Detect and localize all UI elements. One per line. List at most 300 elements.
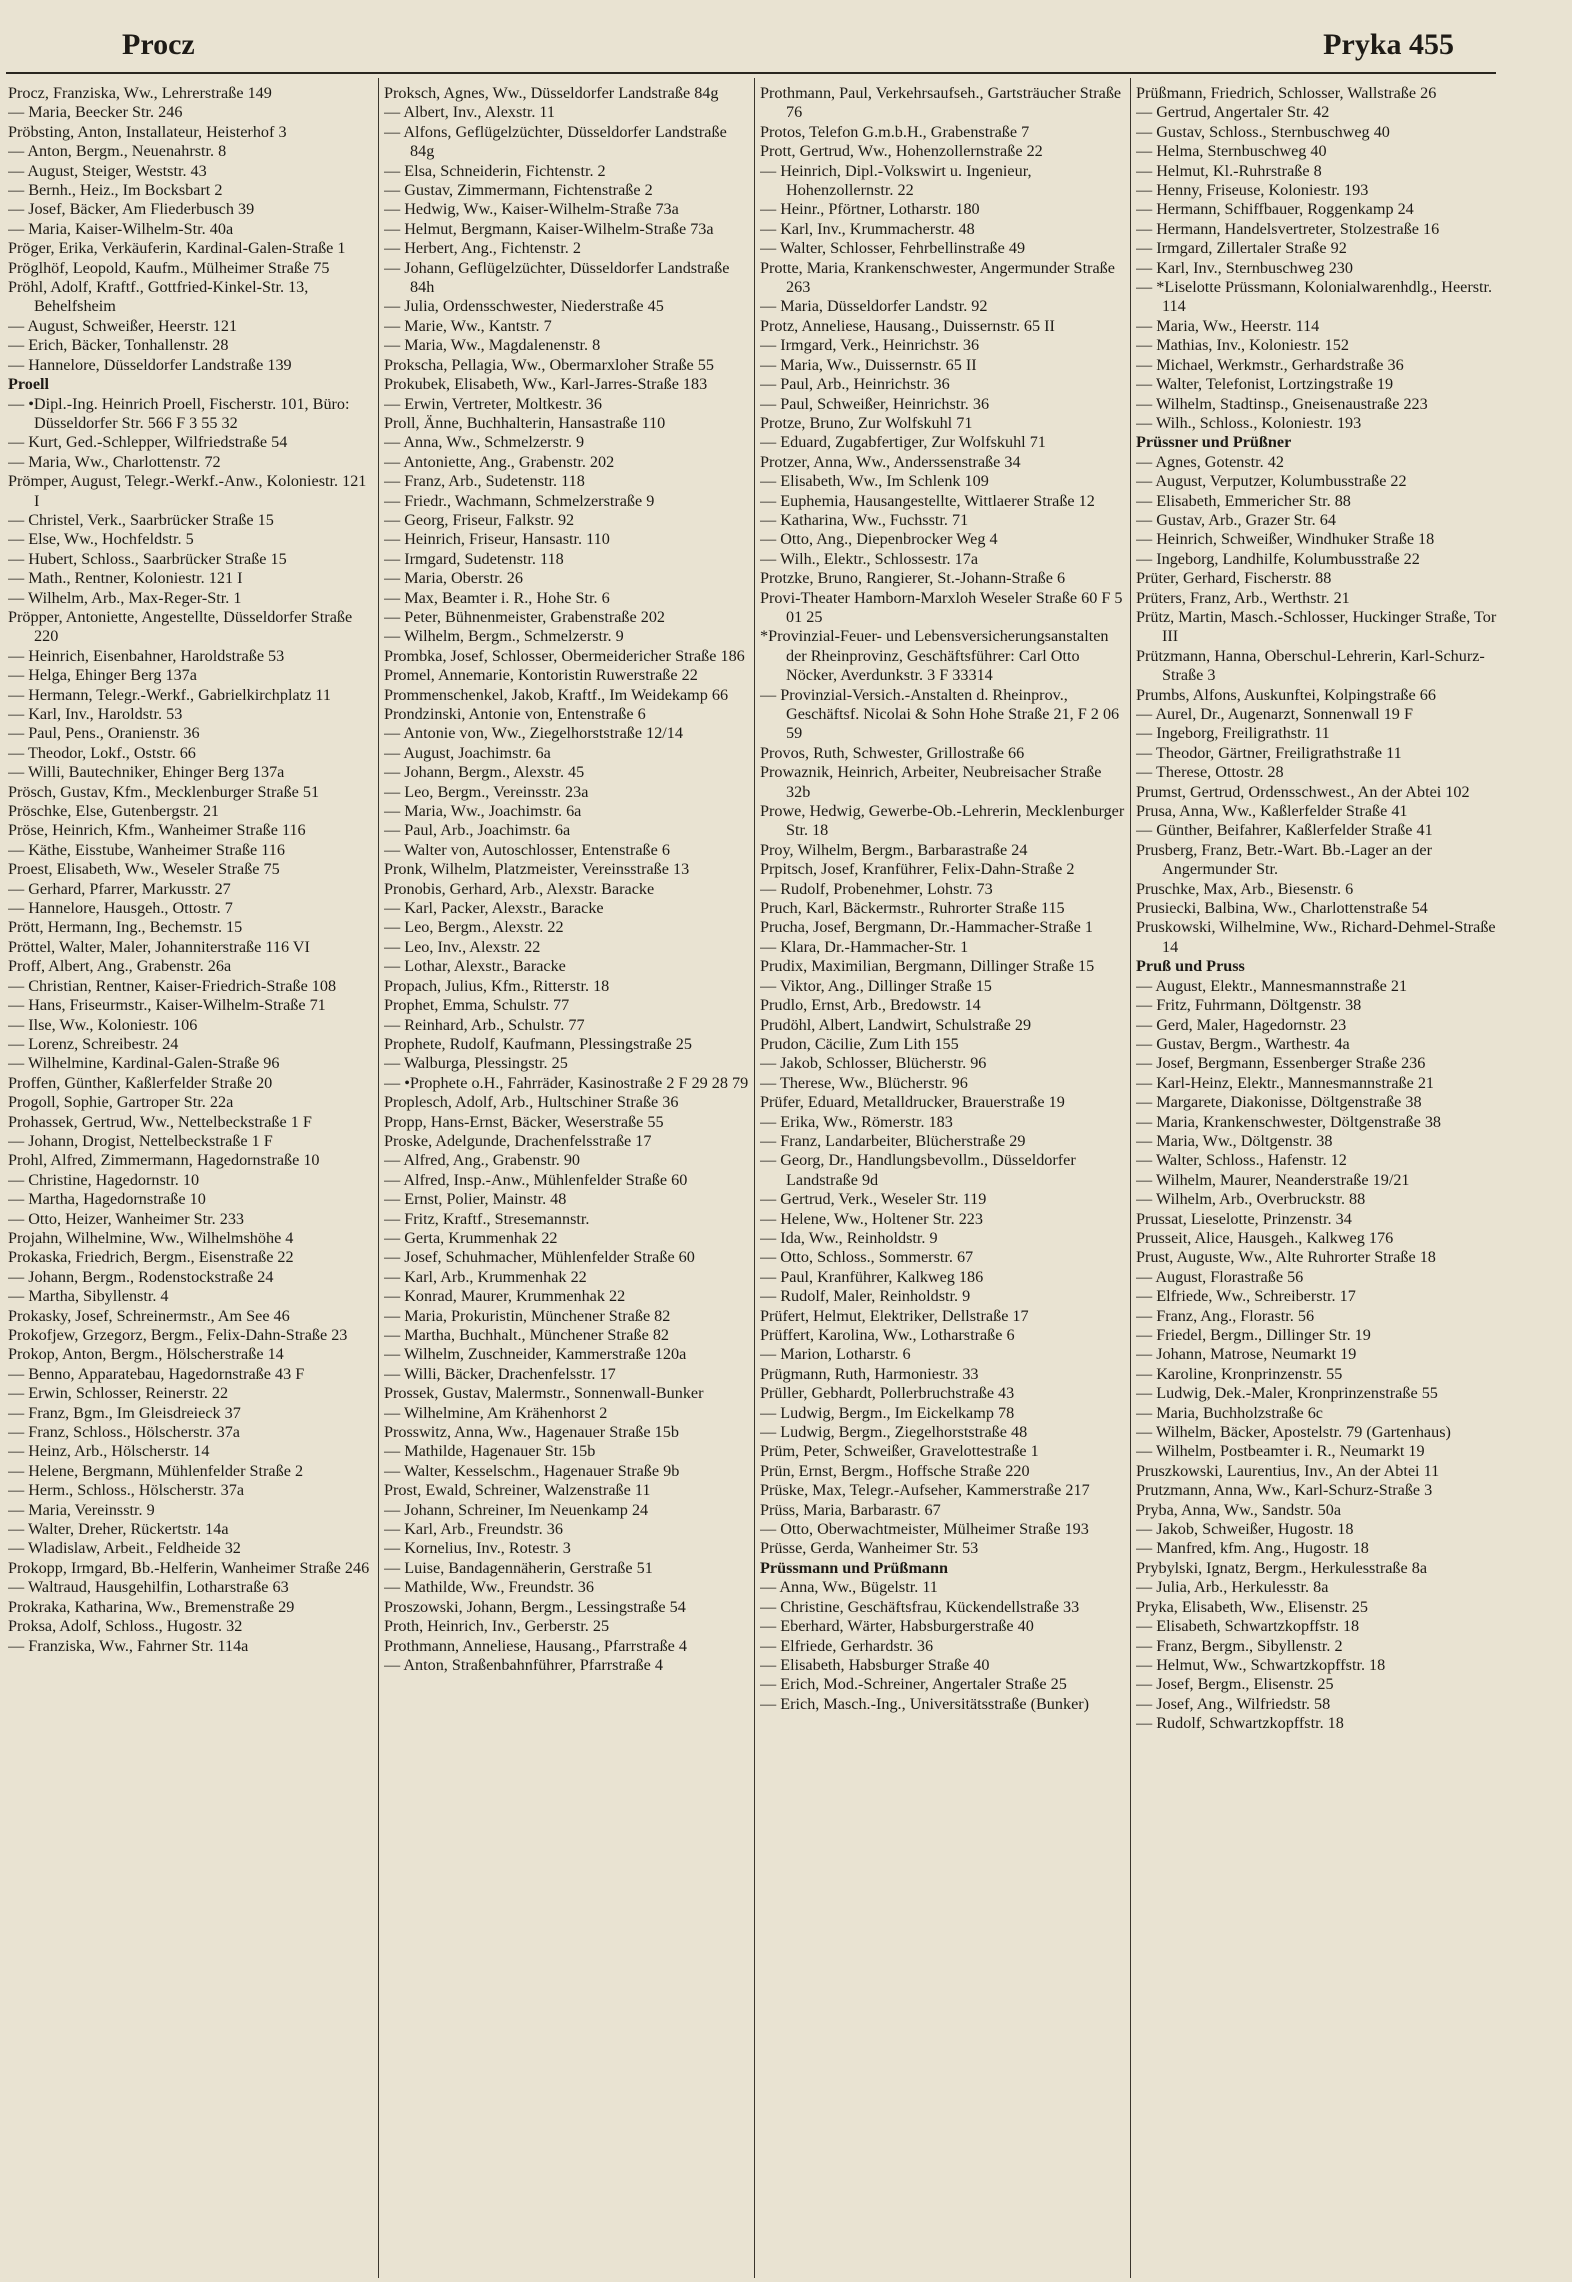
entry-text: — Erwin, Schlosser, Reinerstr. 22	[8, 1384, 229, 1403]
entry-text: — Else, Ww., Hochfeldstr. 5	[8, 530, 194, 549]
entry-text: — Gustav, Zimmermann, Fichtenstraße 2	[384, 181, 653, 200]
directory-entry	[1136, 84, 1501, 103]
directory-entry	[384, 977, 749, 996]
directory-entry	[1136, 1462, 1501, 1481]
directory-entry	[760, 589, 1125, 628]
entry-text: Pruß und Pruss	[1136, 957, 1245, 976]
entry-text: Pröttel, Walter, Maler, Johanniterstraße 116 VI	[8, 937, 310, 956]
entry-text: — Karoline, Kronprinzenstr. 55	[1136, 1364, 1343, 1383]
entry-text: Prömper, August, Telegr.-Werkf.-Anw., Koloniestr. 121 I	[8, 472, 367, 510]
directory-entry	[384, 200, 749, 219]
directory-entry	[1136, 142, 1501, 161]
entry-text: — Provinzial-Versich.-Anstalten d. Rheinprov., Geschäftsf. Nicolai & Sohn Hohe Straße 21, F 2 06 59	[760, 685, 1120, 743]
directory-entry	[1136, 1365, 1501, 1384]
directory-entry	[760, 977, 1125, 996]
directory-entry	[1136, 1171, 1501, 1190]
entry-text: — Klara, Dr.-Hammacher-Str. 1	[760, 937, 969, 956]
directory-entry	[384, 181, 749, 200]
entry-text: — Helma, Sternbuschweg 40	[1136, 142, 1327, 161]
entry-text: Prusseit, Alice, Hausgeh., Kalkweg 176	[1136, 1228, 1394, 1247]
directory-entry	[1136, 1714, 1501, 1733]
entry-text: — Antoniette, Ang., Grabenstr. 202	[384, 452, 615, 471]
entry-text: Proell	[8, 375, 50, 394]
directory-entry	[1136, 200, 1501, 219]
directory-entry	[8, 142, 373, 161]
directory-entry	[384, 1462, 749, 1481]
directory-entry	[8, 1035, 373, 1054]
entry-text: Prutzmann, Anna, Ww., Karl-Schurz-Straße 3	[1136, 1481, 1433, 1500]
entry-text: — Otto, Ang., Diepenbrocker Weg 4	[760, 530, 998, 549]
directory-entry	[384, 1520, 749, 1539]
directory-entry	[760, 200, 1125, 219]
entry-text: Prüss, Maria, Barbarastr. 67	[760, 1500, 941, 1519]
directory-entry	[8, 899, 373, 918]
entry-text: — Katharina, Ww., Fuchsstr. 71	[760, 510, 969, 529]
entry-text: — Herbert, Ang., Fichtenstr. 2	[384, 239, 581, 258]
entry-text: — Maria, Prokuristin, Münchener Straße 82	[384, 1306, 671, 1325]
entry-text: Prohassek, Gertrud, Ww., Nettelbeckstraße 1 F	[8, 1112, 312, 1131]
entry-text: — Josef, Bergmann, Essenberger Straße 236	[1136, 1054, 1426, 1073]
directory-entry	[1136, 530, 1501, 549]
entry-text: Prokaska, Friedrich, Bergm., Eisenstraße 22	[8, 1248, 294, 1267]
entry-text: — Konrad, Maurer, Krummenhak 22	[384, 1287, 626, 1306]
entry-text: Prumst, Gertrud, Ordensschwest., An der Abtei 102	[1136, 782, 1470, 801]
directory-entry	[8, 1151, 373, 1170]
entry-text: Pronk, Wilhelm, Platzmeister, Vereinsstraße 13	[384, 860, 690, 879]
entry-text: Proplesch, Adolf, Arb., Hultschiner Straße 36	[384, 1093, 679, 1112]
entry-text: Promel, Annemarie, Kontoristin Ruwerstraße 22	[384, 666, 698, 685]
directory-entry	[8, 996, 373, 1015]
directory-entry	[760, 1617, 1125, 1636]
directory-entry	[760, 686, 1125, 744]
directory-entry	[760, 1016, 1125, 1035]
entry-text: Prokraka, Katharina, Ww., Bremenstraße 29	[8, 1597, 295, 1616]
entry-text: Prügmann, Ruth, Harmoniestr. 33	[760, 1364, 979, 1383]
directory-entry	[8, 957, 373, 976]
header-rule	[6, 72, 1496, 74]
entry-text: — Hannelore, Hausgeh., Ottostr. 7	[8, 899, 233, 918]
directory-entry	[384, 938, 749, 957]
directory-entry	[8, 453, 373, 472]
directory-entry	[1136, 608, 1501, 647]
entry-text: — Ludwig, Bergm., Im Eickelkamp 78	[760, 1403, 1015, 1422]
entry-text: — Paul, Arb., Heinrichstr. 36	[760, 375, 950, 394]
directory-entry	[8, 200, 373, 219]
directory-entry	[8, 647, 373, 666]
directory-entry	[8, 918, 373, 937]
directory-entry	[1136, 453, 1501, 472]
entry-text: Prussat, Lieselotte, Prinzenstr. 34	[1136, 1209, 1352, 1228]
directory-entry	[8, 1384, 373, 1403]
entry-text: — Eberhard, Wärter, Habsburgerstraße 40	[760, 1617, 1034, 1636]
directory-entry	[384, 957, 749, 976]
directory-entry	[384, 317, 749, 336]
directory-entry	[8, 1171, 373, 1190]
directory-entry	[8, 181, 373, 200]
directory-entry	[760, 957, 1125, 976]
entry-text: — Helmut, Bergmann, Kaiser-Wilhelm-Straße 73a	[384, 219, 714, 238]
entry-text: — Ludwig, Bergm., Ziegelhorststraße 48	[760, 1423, 1028, 1442]
directory-entry	[384, 666, 749, 685]
entry-text: Prüter, Gerhard, Fischerstr. 88	[1136, 569, 1332, 588]
directory-entry	[1136, 1248, 1501, 1267]
directory-entry	[760, 1132, 1125, 1151]
directory-entry	[760, 1442, 1125, 1461]
entry-text: — Hermann, Schiffbauer, Roggenkamp 24	[1136, 200, 1414, 219]
directory-entry	[8, 938, 373, 957]
entry-text: Prokscha, Pellagia, Ww., Obermarxloher Straße 55	[384, 355, 714, 374]
entry-text: — Leo, Bergm., Alexstr. 22	[384, 918, 564, 937]
entry-text: — Alfons, Geflügelzüchter, Düsseldorfer Landstraße 84g	[384, 122, 727, 161]
entry-text: Prüßmann, Friedrich, Schlosser, Wallstraße 26	[1136, 84, 1437, 102]
directory-entry	[760, 1093, 1125, 1112]
directory-entry	[8, 511, 373, 530]
entry-text: — Otto, Oberwachtmeister, Mülheimer Straße 193	[760, 1520, 1089, 1539]
entry-text: *Provinzial-Feuer- und Lebensversicherungsanstalten der Rheinprovinz, Geschäftsführer: Carl Otto Nöcker, Averdunkstr. 3 F 33314	[760, 627, 1109, 685]
directory-entry	[384, 123, 749, 162]
entry-text: — Rudolf, Probenehmer, Lohstr. 73	[760, 879, 993, 898]
directory-entry	[760, 162, 1125, 201]
entry-text: — Lothar, Alexstr., Baracke	[384, 957, 566, 976]
entry-text: — Wilhelm, Bergm., Schmelzerstr. 9	[384, 627, 624, 646]
directory-entry	[760, 1074, 1125, 1093]
entry-text: Prüsse, Gerda, Wanheimer Str. 53	[760, 1539, 979, 1558]
directory-entry	[8, 162, 373, 181]
entry-text: Prommenschenkel, Jakob, Kraftf., Im Weidekamp 66	[384, 685, 729, 704]
entry-text: — Maria, Vereinsstr. 9	[8, 1500, 155, 1519]
entry-text: — Martha, Sibyllenstr. 4	[8, 1287, 169, 1306]
entry-text: Proksch, Agnes, Ww., Düsseldorfer Landstraße 84g	[384, 84, 719, 102]
directory-entry	[760, 1637, 1125, 1656]
directory-entry	[8, 1190, 373, 1209]
directory-entry	[384, 1307, 749, 1326]
entry-text: Proszowski, Johann, Bergm., Lessingstraße 54	[384, 1597, 686, 1616]
directory-entry	[8, 472, 373, 511]
directory-entry	[8, 1365, 373, 1384]
entry-text: — Julia, Ordensschwester, Niederstraße 45	[384, 297, 664, 316]
entry-text: Prowe, Hedwig, Gewerbe-Ob.-Lehrerin, Mecklenburger Str. 18	[760, 802, 1125, 840]
directory-entry	[760, 763, 1125, 802]
entry-text: Proest, Elisabeth, Ww., Weseler Straße 75	[8, 860, 280, 879]
entry-text: — Franz, Landarbeiter, Blücherstraße 29	[760, 1131, 1026, 1150]
entry-text: Prüfert, Helmut, Elektriker, Dellstraße 17	[760, 1306, 1029, 1325]
entry-text: — Wladislaw, Arbeit., Feldheide 32	[8, 1539, 241, 1558]
entry-text: — Agnes, Gotenstr. 42	[1136, 452, 1284, 471]
entry-text: — Wilhelm, Arb., Overbruckstr. 88	[1136, 1190, 1366, 1209]
entry-text: Pröger, Erika, Verkäuferin, Kardinal-Galen-Straße 1	[8, 239, 346, 258]
directory-entry	[384, 103, 749, 122]
entry-text: — Irmgard, Verk., Heinrichstr. 36	[760, 336, 980, 355]
entry-text: — Gertrud, Verk., Weseler Str. 119	[760, 1190, 987, 1209]
directory-entry	[384, 1423, 749, 1442]
directory-entry	[384, 1481, 749, 1500]
directory-entry	[1136, 1132, 1501, 1151]
entry-text: Protze, Bruno, Zur Wolfskuhl 71	[760, 413, 973, 432]
directory-entry	[760, 297, 1125, 316]
entry-text: — Otto, Heizer, Wanheimer Str. 233	[8, 1209, 245, 1228]
entry-text: — Maria, Ww., Joachimstr. 6a	[384, 802, 582, 821]
entry-text: — Helga, Ehinger Berg 137a	[8, 666, 197, 685]
entry-text: Prüfer, Eduard, Metalldrucker, Brauerstraße 19	[760, 1093, 1065, 1112]
directory-entry	[1136, 1675, 1501, 1694]
entry-text: — Albert, Inv., Alexstr. 11	[384, 103, 556, 122]
directory-entry	[1136, 1501, 1501, 1520]
directory-entry	[384, 1442, 749, 1461]
directory-entry	[1136, 103, 1501, 122]
directory-entry	[1136, 783, 1501, 802]
directory-entry	[760, 1365, 1125, 1384]
entry-text: Proy, Wilhelm, Bergm., Barbarastraße 24	[760, 840, 1028, 859]
entry-text: Prüller, Gebhardt, Pollerbruchstraße 43	[760, 1384, 1015, 1403]
entry-text: Prophete, Rudolf, Kaufmann, Plessingstraße 25	[384, 1034, 692, 1053]
entry-text: Projahn, Wilhelmine, Ww., Wilhelmshöhe 4	[8, 1228, 294, 1247]
entry-text: Prumbs, Alfons, Auskunftei, Kolpingstraße 66	[1136, 685, 1436, 704]
entry-text: — Paul, Kranführer, Kalkweg 186	[760, 1267, 984, 1286]
entry-text: — August, Florastraße 56	[1136, 1267, 1304, 1286]
entry-text: — Maria, Ww., Duissernstr. 65 II	[760, 355, 977, 374]
entry-text: — Gerhard, Pfarrer, Markusstr. 27	[8, 879, 231, 898]
directory-entry	[384, 1656, 749, 1675]
directory-entry	[1136, 977, 1501, 996]
entry-text: Protte, Maria, Krankenschwester, Angermunder Straße 263	[760, 258, 1115, 297]
directory-entry	[1136, 395, 1501, 414]
entry-text: Protz, Anneliese, Hausang., Duissernstr. 65 II	[760, 316, 1055, 335]
directory-entry	[8, 608, 373, 647]
entry-text: — Leo, Bergm., Vereinsstr. 23a	[384, 782, 589, 801]
entry-text: — Mathilde, Ww., Freundstr. 36	[384, 1578, 594, 1597]
entry-text: Pruch, Karl, Bäckermstr., Ruhrorter Straße 115	[760, 899, 1065, 918]
entry-text: — Martha, Hagedornstraße 10	[8, 1190, 206, 1209]
column-4	[1136, 84, 1501, 2274]
directory-entry	[1136, 918, 1501, 957]
entry-text: — Elfriede, Gerhardstr. 36	[760, 1636, 934, 1655]
entry-text: — Gustav, Arb., Grazer Str. 64	[1136, 510, 1336, 529]
entry-text: — Wilhelm, Stadtinsp., Gneisenaustraße 223	[1136, 394, 1428, 413]
entry-text: — Maria, Krankenschwester, Döltgenstraße 38	[1136, 1112, 1442, 1131]
directory-entry	[760, 1404, 1125, 1423]
entry-text: — Elisabeth, Schwartzkopffstr. 18	[1136, 1617, 1360, 1636]
entry-text: — Josef, Schuhmacher, Mühlenfelder Straße 60	[384, 1248, 695, 1267]
entry-text: — Christine, Hagedornstr. 10	[8, 1170, 200, 1189]
directory-entry	[384, 336, 749, 355]
directory-entry	[1136, 239, 1501, 258]
entry-text: — Elfriede, Ww., Schreiberstr. 17	[1136, 1287, 1356, 1306]
entry-text: — Günther, Beifahrer, Kaßlerfelder Straße 41	[1136, 821, 1433, 840]
directory-entry	[760, 1151, 1125, 1190]
entry-text: Prött, Hermann, Ing., Bechemstr. 15	[8, 918, 243, 937]
entry-text: — Maria, Ww., Magdalenenstr. 8	[384, 336, 601, 355]
entry-text: — Luise, Bandagennäherin, Gerstraße 51	[384, 1558, 653, 1577]
directory-entry	[8, 1210, 373, 1229]
directory-entry	[8, 1248, 373, 1267]
directory-entry	[760, 1287, 1125, 1306]
directory-entry	[1136, 259, 1501, 278]
entry-text: — Theodor, Lokf., Oststr. 66	[8, 743, 196, 762]
directory-entry	[1136, 1637, 1501, 1656]
entry-text: Proffen, Günther, Kaßlerfelder Straße 20	[8, 1073, 273, 1092]
directory-entry	[1136, 1695, 1501, 1714]
directory-entry	[760, 1190, 1125, 1209]
directory-entry	[384, 1501, 749, 1520]
entry-text: — Friedr., Wachmann, Schmelzerstraße 9	[384, 491, 655, 510]
directory-entry	[1136, 1404, 1501, 1423]
entry-text: Proff, Albert, Ang., Grabenstr. 26a	[8, 957, 232, 976]
directory-entry	[8, 1054, 373, 1073]
directory-entry	[8, 317, 373, 336]
entry-text: — Christel, Verk., Saarbrücker Straße 15	[8, 510, 274, 529]
directory-entry	[384, 550, 749, 569]
entry-text: Proksa, Adolf, Schloss., Hugostr. 32	[8, 1617, 243, 1636]
directory-entry	[384, 162, 749, 181]
entry-text: — Maria, Ww., Charlottenstr. 72	[8, 452, 221, 471]
entry-text: Proth, Heinrich, Inv., Gerberstr. 25	[384, 1617, 610, 1636]
directory-entry	[760, 569, 1125, 588]
directory-entry	[760, 1598, 1125, 1617]
entry-text: Pröse, Heinrich, Kfm., Wanheimer Straße 116	[8, 821, 306, 840]
directory-entry	[1136, 686, 1501, 705]
directory-entry	[760, 627, 1125, 685]
entry-text: — Gertrud, Angertaler Str. 42	[1136, 103, 1330, 122]
entry-text: — Aurel, Dr., Augenarzt, Sonnenwall 19 F	[1136, 705, 1413, 723]
entry-text: — Georg, Dr., Handlungsbevollm., Düsseldorfer Landstraße 9d	[760, 1151, 1076, 1189]
column-2	[384, 84, 749, 2274]
directory-entry	[8, 724, 373, 743]
entry-text: Propach, Julius, Kfm., Ritterstr. 18	[384, 976, 610, 995]
entry-text: — Leo, Inv., Alexstr. 22	[384, 937, 541, 956]
entry-text: Prün, Ernst, Bergm., Hoffsche Straße 220	[760, 1461, 1030, 1480]
entry-text: — Walter, Schloss., Hafenstr. 12	[1136, 1151, 1347, 1170]
directory-entry	[760, 918, 1125, 937]
directory-entry	[1136, 1190, 1501, 1209]
directory-entry	[384, 686, 749, 705]
entry-text: Prudon, Cäcilie, Zum Lith 155	[760, 1034, 959, 1053]
entry-text: — Walter, Kesselschm., Hagenauer Straße 9b	[384, 1461, 680, 1480]
entry-text: — Gustav, Schloss., Sternbuschweg 40	[1136, 122, 1390, 141]
entry-text: — Marion, Lotharstr. 6	[760, 1345, 911, 1364]
entry-text: — Franz, Bergm., Sibyllenstr. 2	[1136, 1636, 1343, 1655]
directory-entry	[1136, 899, 1501, 918]
directory-entry	[384, 1151, 749, 1170]
entry-text: — Walter von, Autoschlosser, Entenstraße 6	[384, 840, 670, 859]
directory-entry	[8, 239, 373, 258]
entry-text: Propp, Hans-Ernst, Bäcker, Weserstraße 55	[384, 1112, 664, 1131]
entry-text: — Maria, Kaiser-Wilhelm-Str. 40a	[8, 219, 234, 238]
entry-text: — Julia, Arb., Herkulesstr. 8a	[1136, 1578, 1329, 1597]
entry-text: — Lorenz, Schreibestr. 24	[8, 1034, 179, 1053]
entry-text: Pryka, Elisabeth, Ww., Elisenstr. 25	[1136, 1597, 1368, 1616]
directory-entry	[1136, 492, 1501, 511]
directory-entry	[1136, 1384, 1501, 1403]
entry-text: — Fritz, Kraftf., Stresemannstr.	[384, 1209, 590, 1228]
entry-text: Protzke, Bruno, Rangierer, St.-Johann-Straße 6	[760, 569, 1066, 588]
directory-entry	[1136, 414, 1501, 433]
entry-text: — Eduard, Zugabfertiger, Zur Wolfskuhl 71	[760, 433, 1046, 452]
directory-entry	[8, 802, 373, 821]
directory-entry	[1136, 1074, 1501, 1093]
entry-text: — Rudolf, Schwartzkopffstr. 18	[1136, 1714, 1344, 1733]
directory-entry	[1136, 880, 1501, 899]
directory-entry	[1136, 1016, 1501, 1035]
directory-entry	[8, 977, 373, 996]
directory-entry	[8, 336, 373, 355]
directory-entry	[760, 1054, 1125, 1073]
column-3	[760, 84, 1125, 2274]
entry-text: Prokopp, Irmgard, Bb.-Helferin, Wanheimer Straße 246	[8, 1558, 370, 1577]
directory-entry	[384, 841, 749, 860]
directory-entry	[1136, 375, 1501, 394]
directory-entry	[8, 705, 373, 724]
directory-entry	[1136, 1151, 1501, 1170]
entry-text: — Franz, Schloss., Hölscherstr. 37a	[8, 1423, 240, 1442]
directory-entry	[384, 414, 749, 433]
entry-text: — Jakob, Schlosser, Blücherstr. 96	[760, 1054, 987, 1073]
directory-entry	[760, 220, 1125, 239]
directory-entry	[384, 647, 749, 666]
directory-entry	[1136, 1539, 1501, 1558]
entry-text: Pruszkowski, Laurentius, Inv., An der Abtei 11	[1136, 1461, 1440, 1480]
directory-entry	[384, 1113, 749, 1132]
entry-text: Pröpper, Antoniette, Angestellte, Düsseldorfer Straße 220	[8, 607, 353, 646]
entry-text: — Alfred, Ang., Grabenstr. 90	[384, 1151, 581, 1170]
entry-text: — Heinrich, Dipl.-Volkswirt u. Ingenieur, Hohenzollernstr. 22	[760, 161, 1032, 200]
entry-text: — Franz, Ang., Florastr. 56	[1136, 1306, 1315, 1325]
directory-entry	[760, 356, 1125, 375]
directory-entry	[1136, 957, 1501, 976]
entry-text: — Martha, Buchhalt., Münchener Straße 82	[384, 1326, 670, 1344]
entry-text: Prowaznik, Heinrich, Arbeiter, Neubreisacher Straße 32b	[760, 763, 1102, 801]
entry-text: Prothmann, Paul, Verkehrsaufseh., Gartsträucher Straße 76	[760, 84, 1122, 122]
directory-entry	[760, 511, 1125, 530]
entry-text: Pronobis, Gerhard, Arb., Alexstr. Baracke	[384, 879, 655, 898]
entry-text: Pröschke, Else, Gutenbergstr. 21	[8, 802, 220, 821]
directory-entry	[8, 395, 373, 434]
directory-entry	[760, 899, 1125, 918]
directory-entry	[384, 511, 749, 530]
directory-entry	[1136, 181, 1501, 200]
directory-entry	[1136, 220, 1501, 239]
directory-entry	[8, 530, 373, 549]
directory-entry	[8, 686, 373, 705]
directory-entry	[1136, 472, 1501, 491]
entry-text: — Irmgard, Sudetenstr. 118	[384, 549, 564, 568]
entry-text: Prucha, Josef, Bergmann, Dr.-Hammacher-Straße 1	[760, 918, 1093, 937]
entry-text: Pröglhöf, Leopold, Kaufm., Mülheimer Straße 75	[8, 258, 330, 277]
entry-text: Prohl, Alfred, Zimmermann, Hagedornstraße 10	[8, 1151, 320, 1170]
entry-text: Prophet, Emma, Schulstr. 77	[384, 996, 570, 1015]
directory-entry	[384, 569, 749, 588]
directory-entry	[1136, 356, 1501, 375]
entry-text: — Alfred, Insp.-Anw., Mühlenfelder Straße 60	[384, 1170, 688, 1189]
directory-entry	[1136, 724, 1501, 743]
entry-text: — Paul, Arb., Joachimstr. 6a	[384, 821, 571, 840]
directory-entry	[760, 1695, 1125, 1714]
entry-text: — Hermann, Telegr.-Werkf., Gabrielkirchplatz 11	[8, 685, 331, 704]
entry-text: Prondzinski, Antonie von, Entenstraße 6	[384, 705, 646, 723]
column-divider	[754, 78, 755, 2278]
entry-text: — Helmut, Kl.-Ruhrstraße 8	[1136, 161, 1322, 180]
entry-text: — Hans, Friseurmstr., Kaiser-Wilhelm-Straße 71	[8, 996, 326, 1015]
entry-text: — Karl, Arb., Krummenhak 22	[384, 1267, 587, 1286]
entry-text: — Ilse, Ww., Koloniestr. 106	[8, 1015, 198, 1034]
directory-entry	[1136, 744, 1501, 763]
entry-text: Prütz, Martin, Masch.-Schlosser, Huckinger Straße, Tor III	[1136, 607, 1497, 646]
entry-text: — Wilhelm, Maurer, Neanderstraße 19/21	[1136, 1170, 1410, 1189]
entry-text: — Michael, Werkmstr., Gerhardstraße 36	[1136, 355, 1404, 374]
directory-entry	[8, 860, 373, 879]
entry-text: — Peter, Bühnenmeister, Grabenstraße 202	[384, 607, 666, 626]
directory-entry	[8, 783, 373, 802]
entry-text: — Johann, Schreiner, Im Neuenkamp 24	[384, 1500, 649, 1519]
